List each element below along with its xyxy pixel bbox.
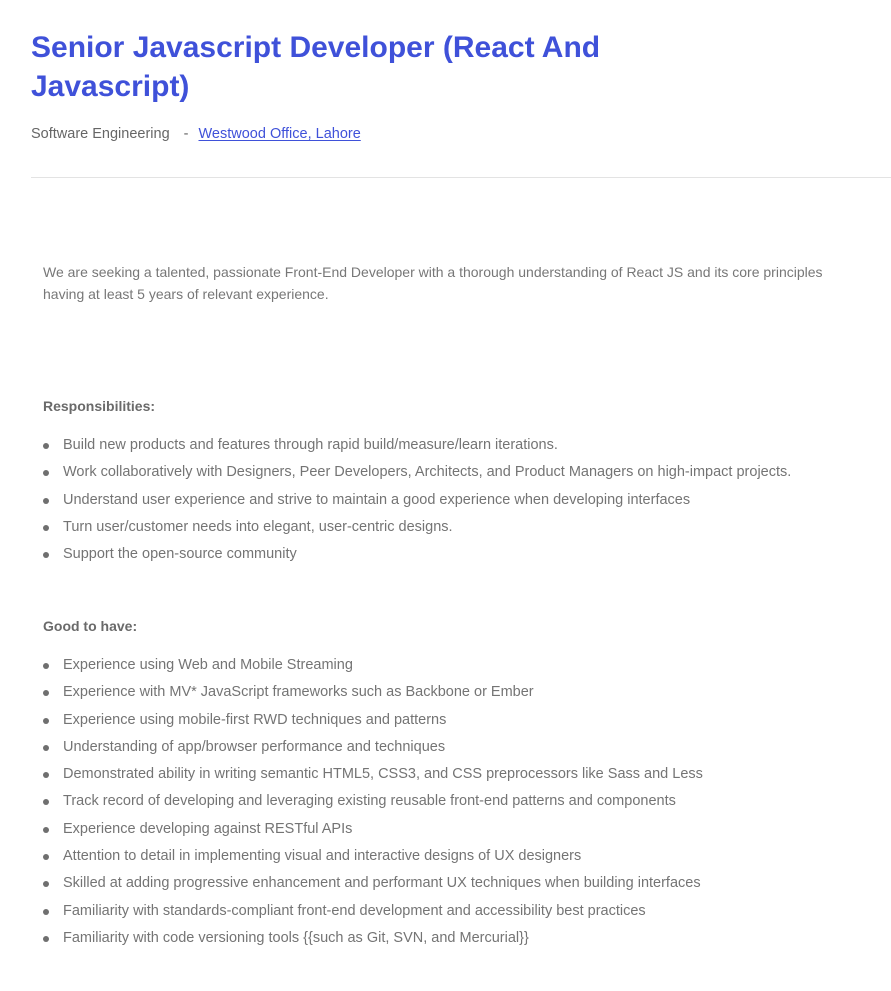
job-description [43, 261, 843, 307]
responsibilities-section [43, 396, 863, 568]
bullet-icon [43, 936, 49, 942]
list-item [43, 487, 863, 514]
list-item-text: Track record of developing and leveraging existing reusable front-end patterns and components [63, 793, 676, 810]
bullet-icon [43, 690, 49, 696]
bullet-icon [43, 443, 49, 449]
good-to-have-heading: Good to have: [43, 618, 138, 634]
meta-separator: - [183, 126, 189, 142]
list-item [43, 761, 863, 788]
list-item [43, 734, 863, 761]
list-item [43, 925, 863, 952]
list-item-text: Skilled at adding progressive enhancement and performant UX techniques when building interfaces [63, 875, 701, 892]
list-item-text: Experience using mobile-first RWD techniques and patterns [63, 711, 447, 728]
bullet-icon [43, 525, 49, 531]
job-title: Senior Javascript Developer (React And Javascript) [31, 31, 601, 103]
responsibilities-heading: Responsibilities: [43, 398, 156, 414]
bullet-icon [43, 772, 49, 778]
bullet-icon [43, 745, 49, 751]
responsibilities-list [43, 432, 863, 568]
good-to-have-section [43, 616, 863, 952]
list-item-text: Experience using Web and Mobile Streaming [63, 657, 353, 673]
list-item-text: Familiarity with code versioning tools {{such as Git, SVN, and Mercurial}} [63, 929, 529, 946]
list-item-text: Work collaboratively with Designers, Peer Developers, Architects, and Product Managers on high-impact projects. [63, 464, 792, 481]
list-item-text: Attention to detail in implementing visual and interactive designs of UX designers [63, 848, 582, 865]
list-item [43, 541, 863, 568]
list-item [43, 459, 863, 486]
good-to-have-list [43, 652, 863, 952]
bullet-icon [43, 799, 49, 805]
list-item [43, 432, 863, 459]
list-item [43, 816, 863, 843]
list-item-text: Experience with MV* JavaScript frameworks such as Backbone or Ember [63, 684, 534, 701]
list-item-text: Understanding of app/browser performance and techniques [63, 738, 446, 755]
bullet-icon [43, 854, 49, 860]
list-item [43, 843, 863, 870]
bullet-icon [43, 827, 49, 833]
list-item [43, 898, 863, 925]
list-item-text: Turn user/customer needs into elegant, user-centric designs. [63, 518, 453, 535]
bullet-icon [43, 552, 49, 558]
bullet-icon [43, 663, 49, 669]
list-item [43, 652, 863, 679]
bullet-icon [43, 718, 49, 724]
list-item [43, 514, 863, 541]
list-item-text: Build new products and features through rapid build/measure/learn iterations. [63, 437, 558, 453]
list-item-text: Familiarity with standards-compliant front-end development and accessibility best practices [63, 902, 646, 919]
list-item-text: Understand user experience and strive to maintain a good experience when developing interfaces [63, 491, 691, 508]
job-description-text: We are seeking a talented, passionate Front-End Developer with a thorough understanding of React JS and its core principles having at least 5 years of relevant experience. [43, 264, 823, 302]
list-item [43, 788, 863, 815]
job-location-link[interactable]: Westwood Office, Lahore [198, 126, 361, 142]
bullet-icon [43, 909, 49, 915]
header-divider [31, 177, 891, 178]
bullet-icon [43, 470, 49, 476]
job-header [31, 28, 671, 144]
bullet-icon [43, 498, 49, 504]
list-item [43, 707, 863, 734]
list-item [43, 679, 863, 706]
list-item-text: Demonstrated ability in writing semantic HTML5, CSS3, and CSS preprocessors like Sass and Less [63, 766, 703, 783]
list-item-text: Support the open-source community [63, 546, 297, 563]
list-item-text: Experience developing against RESTful APIs [63, 820, 353, 837]
bullet-icon [43, 881, 49, 887]
list-item [43, 870, 863, 897]
job-meta [31, 124, 671, 144]
job-department: Software Engineering [31, 126, 170, 142]
